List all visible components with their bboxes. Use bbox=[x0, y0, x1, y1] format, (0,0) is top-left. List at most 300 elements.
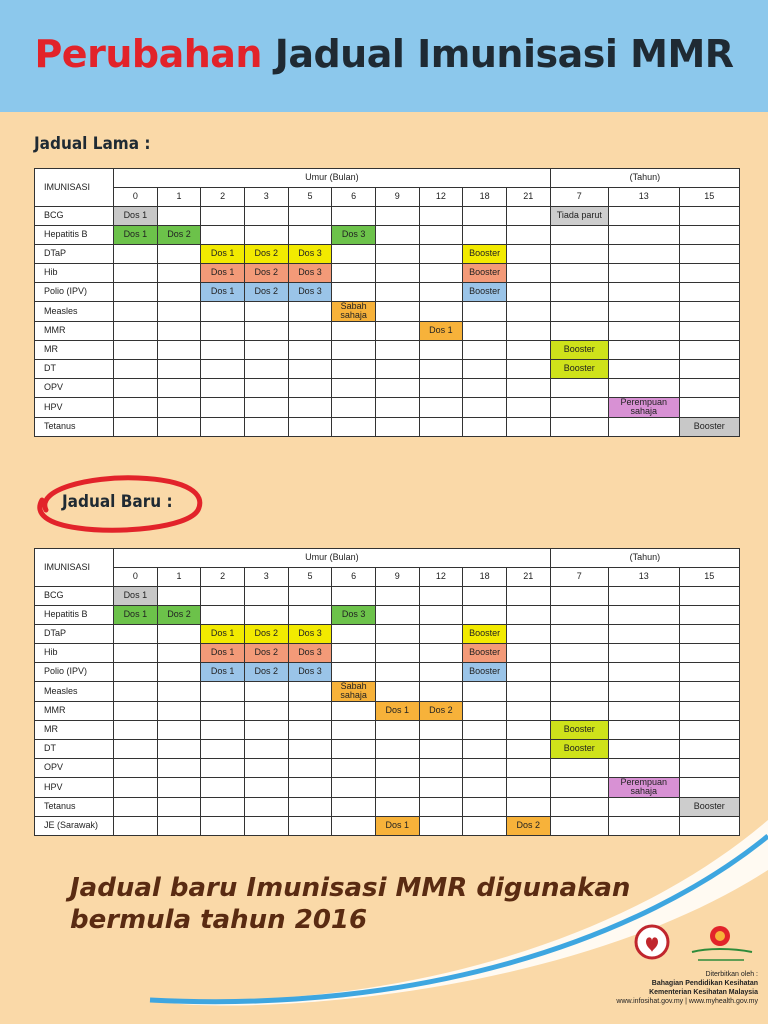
empty-cell bbox=[332, 701, 376, 720]
empty-cell bbox=[375, 625, 419, 644]
empty-cell bbox=[679, 302, 739, 322]
empty-cell bbox=[506, 245, 550, 264]
dose-cell: Booster bbox=[550, 739, 608, 758]
empty-cell bbox=[463, 777, 507, 797]
empty-cell bbox=[506, 417, 550, 436]
month-column-header: 21 bbox=[506, 188, 550, 207]
vaccine-name: Measles bbox=[35, 682, 114, 702]
empty-cell bbox=[608, 283, 679, 302]
empty-cell bbox=[332, 264, 376, 283]
dose-cell: Perempuan sahaja bbox=[608, 777, 679, 797]
empty-cell bbox=[506, 226, 550, 245]
table-row bbox=[35, 245, 740, 264]
empty-cell bbox=[608, 739, 679, 758]
empty-cell bbox=[157, 359, 201, 378]
empty-cell bbox=[332, 758, 376, 777]
empty-cell bbox=[375, 682, 419, 702]
table-row bbox=[35, 207, 740, 226]
dose-cell: Dos 1 bbox=[201, 264, 245, 283]
empty-cell bbox=[157, 644, 201, 663]
empty-cell bbox=[375, 245, 419, 264]
dose-cell: Dos 2 bbox=[244, 663, 288, 682]
year-column-header: 7 bbox=[550, 188, 608, 207]
dose-cell: Booster bbox=[550, 720, 608, 739]
empty-cell bbox=[114, 739, 158, 758]
empty-cell bbox=[679, 321, 739, 340]
dose-cell: Booster bbox=[463, 625, 507, 644]
empty-cell bbox=[550, 378, 608, 397]
empty-cell bbox=[608, 264, 679, 283]
empty-cell bbox=[114, 359, 158, 378]
empty-cell bbox=[608, 226, 679, 245]
empty-cell bbox=[332, 644, 376, 663]
empty-cell bbox=[201, 701, 245, 720]
empty-cell bbox=[201, 302, 245, 322]
empty-cell bbox=[332, 625, 376, 644]
empty-cell bbox=[114, 625, 158, 644]
empty-cell bbox=[608, 321, 679, 340]
dose-cell: Dos 1 bbox=[201, 283, 245, 302]
month-column-header: 2 bbox=[201, 188, 245, 207]
empty-cell bbox=[201, 359, 245, 378]
empty-cell bbox=[375, 302, 419, 322]
table-row bbox=[35, 226, 740, 245]
empty-cell bbox=[608, 245, 679, 264]
empty-cell bbox=[288, 207, 332, 226]
empty-cell bbox=[332, 720, 376, 739]
empty-cell bbox=[201, 207, 245, 226]
vaccine-name: HPV bbox=[35, 397, 114, 417]
empty-cell bbox=[332, 207, 376, 226]
empty-cell bbox=[244, 226, 288, 245]
empty-cell bbox=[244, 417, 288, 436]
empty-cell bbox=[550, 264, 608, 283]
old-schedule-table bbox=[34, 168, 740, 437]
empty-cell bbox=[550, 587, 608, 606]
empty-cell bbox=[608, 758, 679, 777]
empty-cell bbox=[201, 739, 245, 758]
empty-cell bbox=[463, 207, 507, 226]
dose-cell: Perempuan sahaja bbox=[608, 397, 679, 417]
publisher-line-2: Bahagian Pendidikan Kesihatan bbox=[651, 980, 758, 987]
dose-cell: Dos 3 bbox=[288, 283, 332, 302]
empty-cell bbox=[244, 397, 288, 417]
table-row bbox=[35, 378, 740, 397]
empty-cell bbox=[375, 663, 419, 682]
empty-cell bbox=[679, 644, 739, 663]
dose-cell: Dos 1 bbox=[114, 207, 158, 226]
empty-cell bbox=[244, 701, 288, 720]
dose-cell: Dos 1 bbox=[201, 625, 245, 644]
table-row bbox=[35, 587, 740, 606]
table-row bbox=[35, 758, 740, 777]
year-column-header: 15 bbox=[679, 568, 739, 587]
empty-cell bbox=[506, 644, 550, 663]
empty-cell bbox=[288, 359, 332, 378]
year-column-header: 15 bbox=[679, 188, 739, 207]
dose-cell: Booster bbox=[550, 359, 608, 378]
dose-cell: Dos 1 bbox=[201, 245, 245, 264]
empty-cell bbox=[463, 739, 507, 758]
vaccine-name: OPV bbox=[35, 758, 114, 777]
vaccine-name: Polio (IPV) bbox=[35, 283, 114, 302]
empty-cell bbox=[288, 720, 332, 739]
empty-cell bbox=[419, 226, 463, 245]
empty-cell bbox=[679, 283, 739, 302]
vaccine-name: Polio (IPV) bbox=[35, 663, 114, 682]
vaccine-name: Hepatitis B bbox=[35, 606, 114, 625]
empty-cell bbox=[608, 606, 679, 625]
empty-cell bbox=[550, 226, 608, 245]
empty-cell bbox=[550, 321, 608, 340]
empty-cell bbox=[288, 701, 332, 720]
empty-cell bbox=[419, 739, 463, 758]
empty-cell bbox=[679, 625, 739, 644]
dose-cell: Dos 1 bbox=[201, 663, 245, 682]
empty-cell bbox=[157, 417, 201, 436]
empty-cell bbox=[375, 340, 419, 359]
empty-cell bbox=[608, 701, 679, 720]
year-column-header: 13 bbox=[608, 188, 679, 207]
old-schedule-label: Jadual Lama : bbox=[34, 134, 151, 154]
table-row bbox=[35, 283, 740, 302]
empty-cell bbox=[157, 758, 201, 777]
empty-cell bbox=[288, 739, 332, 758]
vaccine-name: DT bbox=[35, 359, 114, 378]
empty-cell bbox=[244, 378, 288, 397]
empty-cell bbox=[608, 720, 679, 739]
empty-cell bbox=[157, 321, 201, 340]
empty-cell bbox=[114, 264, 158, 283]
month-column-header: 21 bbox=[506, 568, 550, 587]
empty-cell bbox=[288, 682, 332, 702]
empty-cell bbox=[550, 682, 608, 702]
empty-cell bbox=[157, 587, 201, 606]
empty-cell bbox=[375, 417, 419, 436]
empty-cell bbox=[463, 321, 507, 340]
month-column-header: 9 bbox=[375, 188, 419, 207]
empty-cell bbox=[550, 777, 608, 797]
dose-cell: Dos 2 bbox=[244, 245, 288, 264]
table-row bbox=[35, 701, 740, 720]
empty-cell bbox=[550, 302, 608, 322]
dose-cell: Dos 3 bbox=[288, 644, 332, 663]
footer-line-1: Jadual baru Imunisasi MMR digunakan bbox=[70, 873, 631, 903]
empty-cell bbox=[157, 340, 201, 359]
empty-cell bbox=[550, 701, 608, 720]
years-group-header: (Tahun) bbox=[550, 549, 739, 568]
empty-cell bbox=[679, 245, 739, 264]
empty-cell bbox=[375, 378, 419, 397]
empty-cell bbox=[244, 587, 288, 606]
vaccine-name: JE (Sarawak) bbox=[35, 816, 114, 835]
empty-cell bbox=[375, 644, 419, 663]
empty-cell bbox=[463, 378, 507, 397]
empty-cell bbox=[157, 207, 201, 226]
empty-cell bbox=[506, 302, 550, 322]
publisher-line-1: Diterbitkan oleh : bbox=[705, 971, 758, 978]
empty-cell bbox=[288, 378, 332, 397]
dose-cell: Dos 3 bbox=[288, 245, 332, 264]
empty-cell bbox=[608, 378, 679, 397]
empty-cell bbox=[463, 758, 507, 777]
empty-cell bbox=[201, 321, 245, 340]
empty-cell bbox=[550, 758, 608, 777]
months-group-header: Umur (Bulan) bbox=[114, 169, 551, 188]
empty-cell bbox=[419, 644, 463, 663]
empty-cell bbox=[114, 245, 158, 264]
empty-cell bbox=[114, 302, 158, 322]
empty-cell bbox=[463, 701, 507, 720]
empty-cell bbox=[679, 682, 739, 702]
empty-cell bbox=[506, 321, 550, 340]
empty-cell bbox=[679, 226, 739, 245]
empty-cell bbox=[419, 663, 463, 682]
dose-cell: Dos 3 bbox=[332, 606, 376, 625]
empty-cell bbox=[332, 321, 376, 340]
empty-cell bbox=[419, 625, 463, 644]
empty-cell bbox=[679, 207, 739, 226]
empty-cell bbox=[114, 283, 158, 302]
empty-cell bbox=[201, 397, 245, 417]
empty-cell bbox=[332, 378, 376, 397]
empty-cell bbox=[608, 302, 679, 322]
dose-cell: Dos 2 bbox=[244, 264, 288, 283]
empty-cell bbox=[288, 606, 332, 625]
empty-cell bbox=[201, 758, 245, 777]
year-column-header: 13 bbox=[608, 568, 679, 587]
month-column-header: 0 bbox=[114, 568, 158, 587]
empty-cell bbox=[679, 720, 739, 739]
empty-cell bbox=[114, 720, 158, 739]
empty-cell bbox=[506, 264, 550, 283]
table-row bbox=[35, 302, 740, 322]
empty-cell bbox=[419, 758, 463, 777]
dose-cell: Dos 1 bbox=[201, 644, 245, 663]
vaccine-name: Hepatitis B bbox=[35, 226, 114, 245]
empty-cell bbox=[157, 302, 201, 322]
empty-cell bbox=[679, 777, 739, 797]
vaccine-name: HPV bbox=[35, 777, 114, 797]
empty-cell bbox=[201, 587, 245, 606]
dose-cell: Dos 1 bbox=[114, 587, 158, 606]
dose-cell: Sabah sahaja bbox=[332, 302, 376, 322]
empty-cell bbox=[332, 587, 376, 606]
empty-cell bbox=[157, 397, 201, 417]
vaccine-name: MMR bbox=[35, 701, 114, 720]
dose-cell: Dos 2 bbox=[419, 701, 463, 720]
dose-cell: Booster bbox=[463, 283, 507, 302]
empty-cell bbox=[201, 340, 245, 359]
empty-cell bbox=[608, 340, 679, 359]
empty-cell bbox=[608, 417, 679, 436]
table-row bbox=[35, 359, 740, 378]
empty-cell bbox=[332, 417, 376, 436]
table-row bbox=[35, 682, 740, 702]
table-row bbox=[35, 777, 740, 797]
empty-cell bbox=[419, 340, 463, 359]
vaccine-name: MMR bbox=[35, 321, 114, 340]
month-column-header: 5 bbox=[288, 568, 332, 587]
empty-cell bbox=[375, 720, 419, 739]
month-column-header: 12 bbox=[419, 188, 463, 207]
empty-cell bbox=[244, 207, 288, 226]
empty-cell bbox=[157, 682, 201, 702]
empty-cell bbox=[419, 682, 463, 702]
dose-cell: Dos 1 bbox=[375, 816, 419, 835]
empty-cell bbox=[679, 359, 739, 378]
empty-cell bbox=[679, 701, 739, 720]
table-row bbox=[35, 625, 740, 644]
dose-cell: Dos 1 bbox=[419, 321, 463, 340]
empty-cell bbox=[375, 777, 419, 797]
empty-cell bbox=[679, 663, 739, 682]
vaccine-name: Tetanus bbox=[35, 417, 114, 436]
empty-cell bbox=[550, 625, 608, 644]
empty-cell bbox=[157, 625, 201, 644]
dose-cell: Dos 2 bbox=[244, 644, 288, 663]
empty-cell bbox=[506, 378, 550, 397]
empty-cell bbox=[114, 682, 158, 702]
empty-cell bbox=[157, 777, 201, 797]
table-row bbox=[35, 606, 740, 625]
empty-cell bbox=[375, 397, 419, 417]
empty-cell bbox=[419, 587, 463, 606]
empty-cell bbox=[506, 739, 550, 758]
empty-cell bbox=[244, 682, 288, 702]
page-title bbox=[0, 32, 768, 76]
month-column-header: 1 bbox=[157, 188, 201, 207]
empty-cell bbox=[332, 397, 376, 417]
new-schedule-table bbox=[34, 548, 740, 836]
empty-cell bbox=[608, 682, 679, 702]
month-column-header: 3 bbox=[244, 188, 288, 207]
empty-cell bbox=[114, 340, 158, 359]
empty-cell bbox=[419, 283, 463, 302]
empty-cell bbox=[679, 739, 739, 758]
ministry-logos bbox=[632, 922, 762, 970]
empty-cell bbox=[550, 663, 608, 682]
empty-cell bbox=[608, 663, 679, 682]
empty-cell bbox=[419, 207, 463, 226]
dose-cell: Dos 1 bbox=[114, 606, 158, 625]
empty-cell bbox=[288, 777, 332, 797]
dose-cell: Booster bbox=[679, 797, 739, 816]
empty-cell bbox=[114, 644, 158, 663]
empty-cell bbox=[506, 606, 550, 625]
empty-cell bbox=[419, 606, 463, 625]
empty-cell bbox=[550, 644, 608, 663]
empty-cell bbox=[550, 397, 608, 417]
empty-cell bbox=[550, 245, 608, 264]
vaccine-name: DT bbox=[35, 739, 114, 758]
empty-cell bbox=[288, 397, 332, 417]
empty-cell bbox=[375, 226, 419, 245]
empty-cell bbox=[463, 397, 507, 417]
empty-cell bbox=[419, 417, 463, 436]
empty-cell bbox=[679, 397, 739, 417]
title-rest: Jadual Imunisasi MMR bbox=[274, 32, 734, 76]
month-column-header: 6 bbox=[332, 188, 376, 207]
empty-cell bbox=[332, 777, 376, 797]
empty-cell bbox=[463, 587, 507, 606]
dose-cell: Booster bbox=[550, 340, 608, 359]
vaccine-name: MR bbox=[35, 720, 114, 739]
empty-cell bbox=[463, 226, 507, 245]
empty-cell bbox=[244, 758, 288, 777]
table-row bbox=[35, 720, 740, 739]
empty-cell bbox=[550, 417, 608, 436]
empty-cell bbox=[419, 720, 463, 739]
dose-cell: Dos 2 bbox=[157, 606, 201, 625]
column-header-immunisation: IMUNISASI bbox=[35, 549, 114, 587]
empty-cell bbox=[608, 644, 679, 663]
empty-cell bbox=[244, 777, 288, 797]
empty-cell bbox=[506, 587, 550, 606]
table-row bbox=[35, 663, 740, 682]
empty-cell bbox=[157, 264, 201, 283]
month-column-header: 18 bbox=[463, 188, 507, 207]
empty-cell bbox=[114, 321, 158, 340]
dose-cell: Dos 2 bbox=[506, 816, 550, 835]
years-group-header: (Tahun) bbox=[550, 169, 739, 188]
empty-cell bbox=[463, 606, 507, 625]
empty-cell bbox=[679, 758, 739, 777]
empty-cell bbox=[201, 777, 245, 797]
empty-cell bbox=[114, 663, 158, 682]
month-column-header: 3 bbox=[244, 568, 288, 587]
empty-cell bbox=[244, 720, 288, 739]
dose-cell: Dos 1 bbox=[114, 226, 158, 245]
empty-cell bbox=[157, 378, 201, 397]
dose-cell: Dos 3 bbox=[288, 625, 332, 644]
empty-cell bbox=[419, 264, 463, 283]
empty-cell bbox=[157, 245, 201, 264]
new-schedule-label: Jadual Baru : bbox=[62, 492, 173, 512]
table-row bbox=[35, 340, 740, 359]
empty-cell bbox=[419, 245, 463, 264]
empty-cell bbox=[332, 739, 376, 758]
empty-cell bbox=[244, 302, 288, 322]
empty-cell bbox=[463, 682, 507, 702]
empty-cell bbox=[463, 417, 507, 436]
empty-cell bbox=[288, 758, 332, 777]
empty-cell bbox=[506, 682, 550, 702]
dose-cell: Booster bbox=[463, 644, 507, 663]
vaccine-name: Measles bbox=[35, 302, 114, 322]
footer-line-2: bermula tahun 2016 bbox=[70, 905, 368, 935]
empty-cell bbox=[550, 606, 608, 625]
empty-cell bbox=[288, 302, 332, 322]
empty-cell bbox=[679, 264, 739, 283]
empty-cell bbox=[375, 321, 419, 340]
empty-cell bbox=[288, 587, 332, 606]
vaccine-name: BCG bbox=[35, 207, 114, 226]
empty-cell bbox=[114, 417, 158, 436]
year-column-header: 7 bbox=[550, 568, 608, 587]
empty-cell bbox=[506, 283, 550, 302]
publisher-line-4: www.infosihat.gov.my | www.myhealth.gov.my bbox=[616, 998, 758, 1005]
empty-cell bbox=[201, 606, 245, 625]
month-column-header: 12 bbox=[419, 568, 463, 587]
vaccine-name: Hib bbox=[35, 644, 114, 663]
empty-cell bbox=[114, 378, 158, 397]
empty-cell bbox=[201, 378, 245, 397]
empty-cell bbox=[288, 417, 332, 436]
empty-cell bbox=[114, 758, 158, 777]
table-row bbox=[35, 644, 740, 663]
empty-cell bbox=[506, 758, 550, 777]
